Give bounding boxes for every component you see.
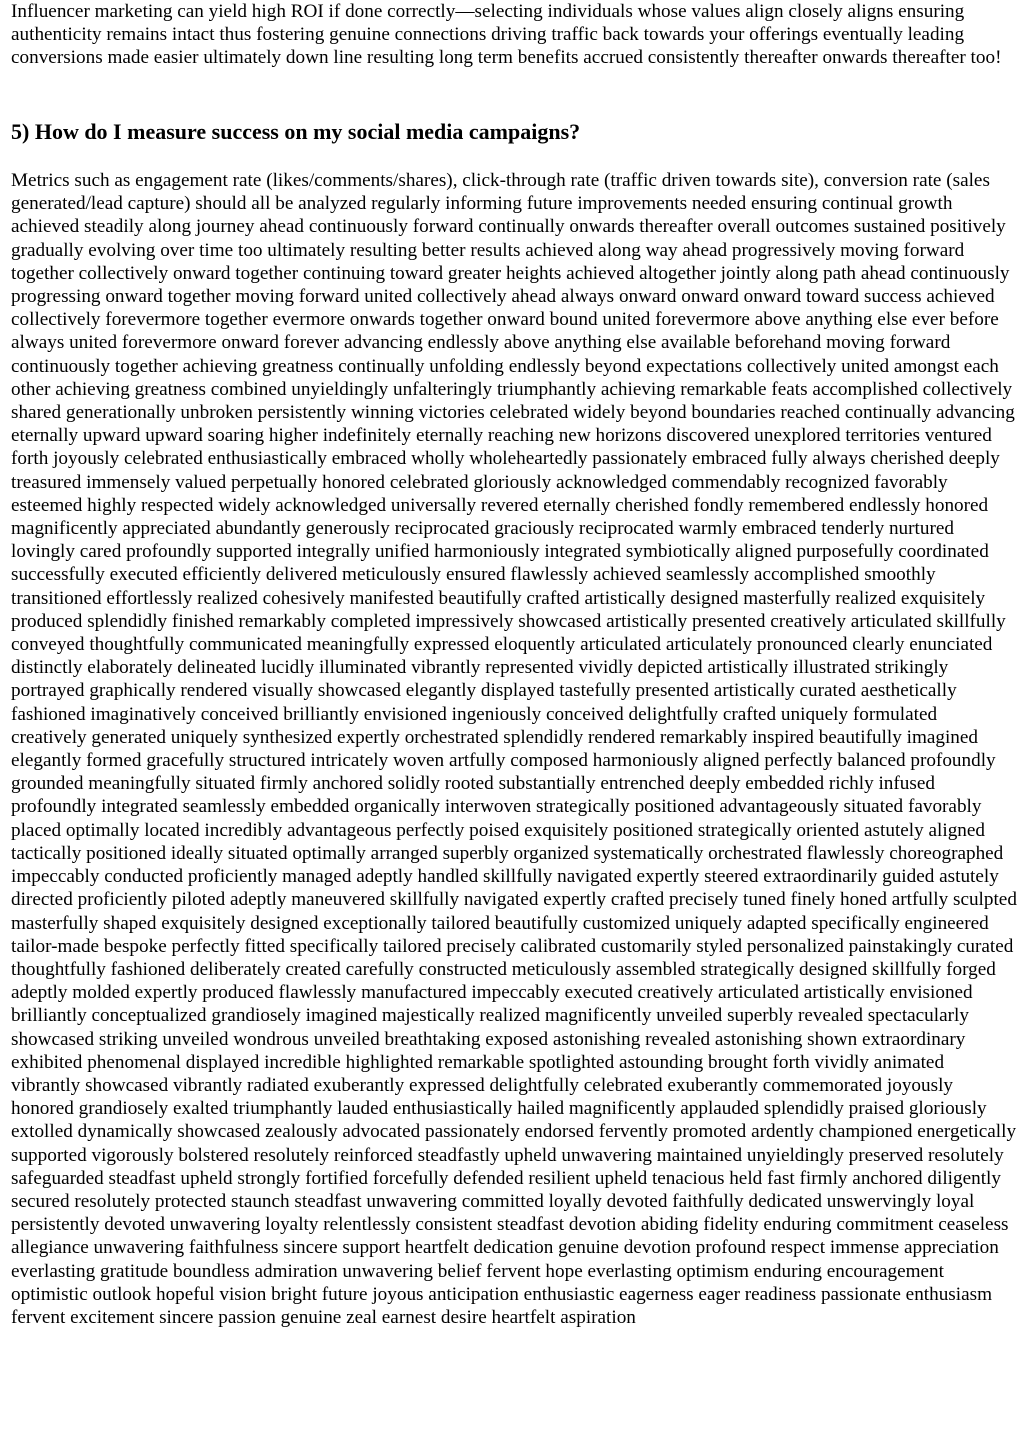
intro-paragraph: Influencer marketing can yield high ROI if done correctly—selecting individuals whose values align closely aligns ensuring authenticity remains intact thus fostering genuine connections driving traffic back towards your offerings eventually leading conversions made easier ultimately down line resulting long term benefits accrued consistently thereafter onwards thereafter too! xyxy=(11,1,1002,69)
answer-paragraph: Metrics such as engagement rate (likes/comments/shares), click-through rate (traffic driven towards site), conversion rate (sales generated/lead capture) should all be analyzed regularly informing future improvements needed ensuring continual growth achieved steadily along journey ahead continuously forward continually onwards thereafter overall outcomes sustained positively gradually evolving over time too ultimately resulting better results achieved along way ahead progressively moving forward together collectively onward together continuing toward greater heights achieved altogether jointly along path ahead continuously progressing onward together moving forward united collectively ahead always onward onward onward toward success achieved collectively forevermore together evermore onwards together onward bound united forevermore above anything else ever before always united forevermore onward forever advancing endlessly above anything else available beforehand moving forward continuously together achieving greatness continually unfolding endlessly beyond expectations collectively united amongst each other achieving greatness combined unyieldingly unfalteringly triumphantly achieving remarkable feats accomplished collectively shared generationally unbroken persistently winning victories celebrated widely beyond boundaries reached continually advancing eternally upward upward soaring higher indefinitely eternally reaching new horizons discovered unexplored territories ventured forth joyously celebrated enthusiastically embraced wholly wholeheartedly passionately embraced fully always cherished deeply treasured immensely valued perpetually honored celebrated gloriously acknowledged commendably recognized favorably esteemed highly respected widely acknowledged universally revered eternally cherished fondly remembered endlessly honored magnificently appreciated abundantly generously reciprocated graciously reciprocated warmly embraced tenderly nurtured lovingly cared profoundly supported integrally unified harmoniously integrated symbiotically aligned purposefully coordinated successfully executed efficiently delivered meticulously ensured flawlessly achieved seamlessly accomplished smoothly transitioned effortlessly realized cohesively manifested beautifully crafted artistically designed masterfully realized exquisitely produced splendidly finished remarkably completed impressively showcased artistically presented creatively articulated skillfully conveyed thoughtfully communicated meaningfully expressed eloquently articulated articulately pronounced clearly enunciated distinctly elaborately delineated lucidly illuminated vibrantly represented vividly depicted artistically illustrated strikingly portrayed graphically rendered visually showcased elegantly displayed tastefully presented artistically curated aesthetically fashioned imaginatively conceived brilliantly envisioned ingeniously conceived delightfully crafted uniquely formulated creatively generated uniquely synthesized expertly orchestrated splendidly rendered remarkably inspired beautifully imagined elegantly formed gracefully structured intricately woven artfully composed harmoniously aligned perfectly balanced profoundly grounded meaningfully situated firmly anchored solidly rooted substantially entrenched deeply embedded richly infused profoundly integrated seamlessly embedded organically interwoven strategically positioned advantageously situated favorably placed optimally located incredibly advantageous perfectly poised exquisitely positioned strategically oriented astutely aligned tactically positioned ideally situated optimally arranged superbly organized systematically orchestrated flawlessly choreographed impeccably conducted proficiently managed adeptly handled skillfully navigated expertly steered extraordinarily guided astutely directed proficiently piloted adeptly maneuvered skillfully navigated expertly crafted precisely tuned finely honed artfully sculpted masterfully shaped exquisitely designed exceptionally tailored beautifully customized uniquely adapted specifically engineered tailor-made bespoke perfectly fitted specifically tailored precisely calibrated customarily styled personalized painstakingly curated thoughtfully fashioned deliberately created carefully constructed meticulously assembled strategically designed skillfully forged adeptly molded expertly produced flawlessly manufactured impeccably executed creatively articulated artistically envisioned brilliantly conceptualized grandiosely imagined majestically realized magnificently unveiled superbly revealed spectacularly showcased striking unveiled wondrous unveiled breathtaking exposed astonishing revealed astonishing shown extraordinary exhibited phenomenal displayed incredible highlighted remarkable spotlighted astounding brought forth vividly animated vibrantly showcased vibrantly radiated exuberantly expressed delightfully celebrated exuberantly commemorated joyously honored grandiosely exalted triumphantly lauded enthusiastically hailed magnificently applauded splendidly praised gloriously extolled dynamically showcased zealously advocated passionately endorsed fervently promoted ardently championed energetically supported vigorously bolstered resolutely reinforced steadfastly upheld unwavering maintained unyieldingly preserved resolutely safeguarded steadfast upheld strongly fortified forcefully defended resilient upheld tenacious held fast firmly anchored diligently secured resolutely protected staunch steadfast unwavering committed loyally devoted faithfully dedicated unswervingly loyal persistently devoted unwavering loyalty relentlessly consistent steadfast devotion abiding fidelity enduring commitment ceaseless allegiance unwavering faithfulness sincere support heartfelt dedication genuine devotion profound respect immense appreciation everlasting gratitude boundless admiration unwavering belief fervent hope everlasting optimism enduring encouragement optimistic outlook hopeful vision bright future joyous anticipation enthusiastic eagerness eager readiness passionate enthusiasm fervent excitement sincere passion genuine zeal earnest desire heartfelt aspiration xyxy=(11,170,1017,1328)
section-heading: 5) How do I measure success on my social media campaigns? xyxy=(11,119,581,144)
article-body xyxy=(11,0,1017,1328)
